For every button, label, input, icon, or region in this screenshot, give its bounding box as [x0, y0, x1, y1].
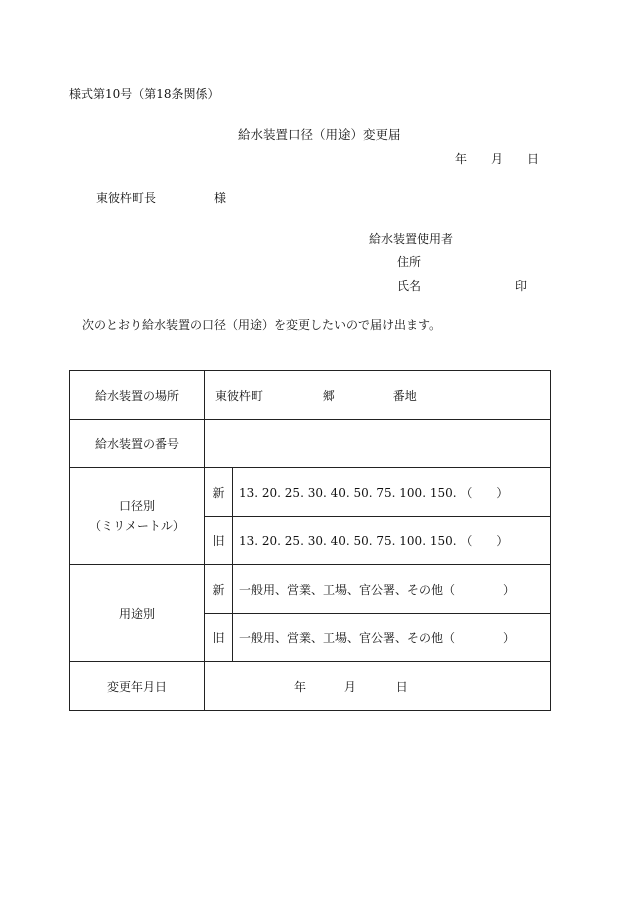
applicant-heading: 給水装置使用者 [369, 232, 454, 246]
intro-text: 次のとおり給水装置の口径（用途）を変更したいので届け出ます。 [82, 318, 442, 332]
document-title: 給水装置口径（用途）変更届 [238, 127, 401, 142]
location-district: 郷 [322, 388, 335, 403]
usage-new-label: 新 [205, 565, 233, 614]
usage-label: 用途別 [70, 565, 205, 662]
change-date-row [70, 662, 551, 711]
diameter-label [70, 468, 205, 565]
form-number: 様式第10号（第18条関係） [69, 87, 220, 101]
diameter-new-row [70, 468, 551, 517]
number-label: 給水装置の番号 [70, 420, 205, 468]
date-day: 日 [527, 152, 540, 166]
location-label: 給水装置の場所 [70, 371, 205, 420]
addressee-name: 東彼杵町長 [96, 191, 157, 205]
location-value[interactable] [205, 371, 551, 420]
application-table [69, 370, 551, 711]
date-year: 年 [455, 152, 468, 166]
location-row [70, 371, 551, 420]
diameter-new-label: 新 [205, 468, 233, 517]
change-date-year: 年 [294, 679, 307, 694]
applicant-name-label: 氏名 [397, 279, 422, 293]
usage-new-options[interactable]: 一般用、営業、工場、官公署、その他（ ） [233, 565, 551, 614]
addressee-honorific: 様 [214, 191, 227, 205]
diameter-label-line1: 口径別 [118, 499, 155, 513]
change-date-day: 日 [395, 679, 408, 694]
applicant-address-label: 住所 [397, 255, 422, 269]
diameter-label-line2: （ミリメートル） [89, 519, 185, 533]
location-town: 東彼杵町 [215, 388, 264, 403]
change-date-value[interactable] [205, 662, 551, 711]
usage-old-options[interactable]: 一般用、営業、工場、官公署、その他（ ） [233, 614, 551, 662]
change-date-month: 月 [343, 679, 356, 694]
number-value[interactable] [205, 420, 551, 468]
usage-old-label: 旧 [205, 614, 233, 662]
date-month: 月 [491, 152, 504, 166]
usage-new-row [70, 565, 551, 614]
number-row [70, 420, 551, 468]
seal-mark: 印 [515, 279, 528, 293]
location-lot: 番地 [392, 388, 417, 403]
diameter-old-label: 旧 [205, 517, 233, 565]
diameter-new-options[interactable]: 13. 20. 25. 30. 40. 50. 75. 100. 150. （ ） [233, 468, 551, 517]
diameter-old-options[interactable]: 13. 20. 25. 30. 40. 50. 75. 100. 150. （ ） [233, 517, 551, 565]
change-date-label: 変更年月日 [70, 662, 205, 711]
